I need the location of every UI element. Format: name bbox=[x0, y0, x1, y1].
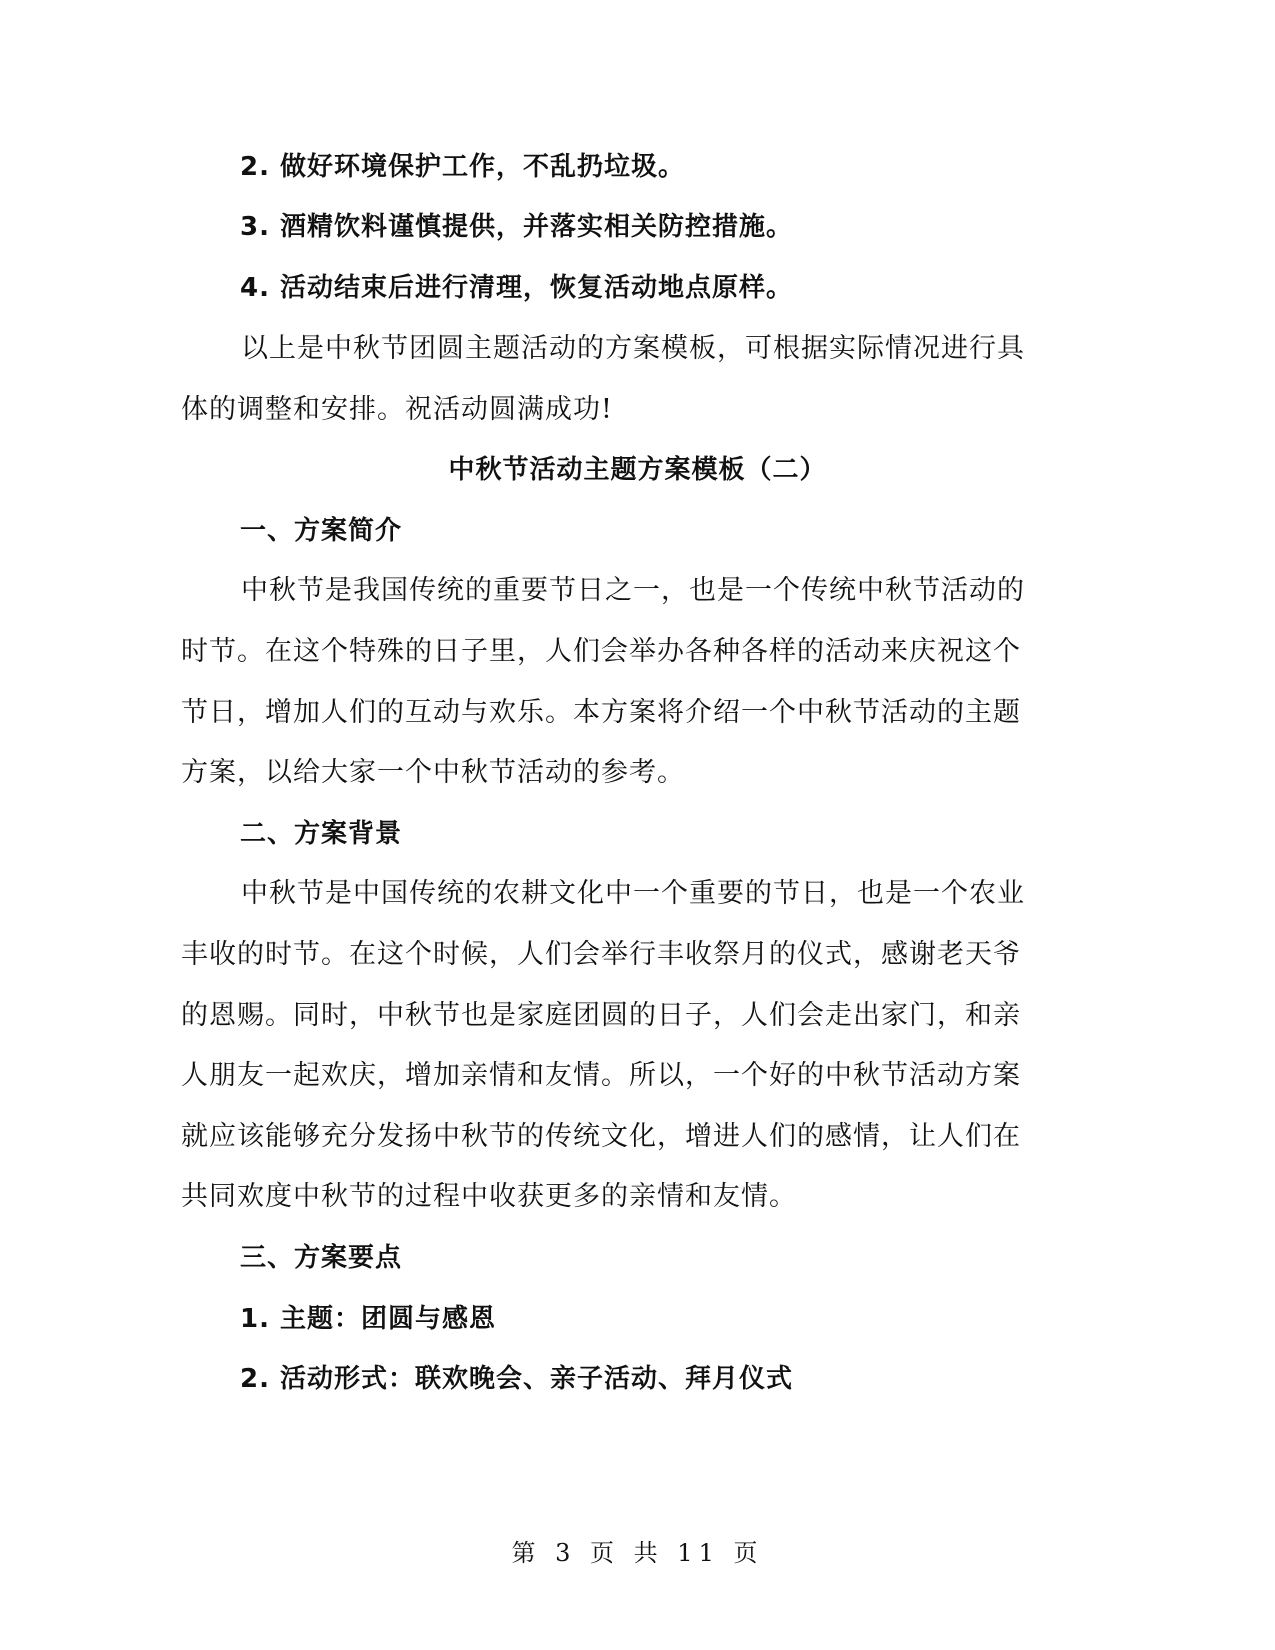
page-number: 第 3 页 共 11 页 bbox=[511, 1539, 764, 1567]
paragraph-line: 就应该能够充分发扬中秋节的传统文化，增进人们的感情，让人们在 bbox=[181, 1121, 1021, 1152]
list-item-4: 4. 活动结束后进行清理，恢复活动地点原样。 bbox=[240, 273, 794, 303]
list-item-3: 3. 酒精饮料谨慎提供，并落实相关防控措施。 bbox=[240, 212, 794, 242]
list-item-2: 2. 做好环境保护工作，不乱扔垃圾。 bbox=[240, 152, 686, 182]
section-title: 中秋节活动主题方案模板（二） bbox=[448, 455, 827, 485]
paragraph-line: 体的调整和安排。祝活动圆满成功! bbox=[181, 394, 613, 425]
paragraph-line: 以上是中秋节团圆主题活动的方案模板，可根据实际情况进行具 bbox=[241, 333, 1025, 364]
heading-key-points: 三、方案要点 bbox=[240, 1243, 403, 1273]
list-item-format: 2. 活动形式：联欢晚会、亲子活动、拜月仪式 bbox=[240, 1364, 794, 1394]
paragraph-line: 丰收的时节。在这个时候，人们会举行丰收祭月的仪式，感谢老天爷 bbox=[181, 939, 1021, 970]
paragraph-line: 共同欢度中秋节的过程中收获更多的亲情和友情。 bbox=[181, 1181, 797, 1212]
paragraph-line: 的恩赐。同时，中秋节也是家庭团圆的日子，人们会走出家门，和亲 bbox=[181, 1000, 1021, 1031]
paragraph-line: 时节。在这个特殊的日子里，人们会举办各种各样的活动来庆祝这个 bbox=[181, 636, 1021, 667]
heading-intro: 一、方案简介 bbox=[240, 516, 403, 546]
paragraph-line: 中秋节是我国传统的重要节日之一，也是一个传统中秋节活动的 bbox=[241, 575, 1025, 606]
list-item-theme: 1. 主题：团圆与感恩 bbox=[240, 1304, 497, 1334]
paragraph-line: 中秋节是中国传统的农耕文化中一个重要的节日，也是一个农业 bbox=[241, 878, 1025, 909]
paragraph-line: 方案，以给大家一个中秋节活动的参考。 bbox=[181, 757, 685, 788]
heading-background: 二、方案背景 bbox=[240, 819, 403, 849]
paragraph-line: 节日，增加人们的互动与欢乐。本方案将介绍一个中秋节活动的主题 bbox=[181, 697, 1021, 728]
paragraph-line: 人朋友一起欢庆，增加亲情和友情。所以，一个好的中秋节活动方案 bbox=[181, 1060, 1021, 1091]
